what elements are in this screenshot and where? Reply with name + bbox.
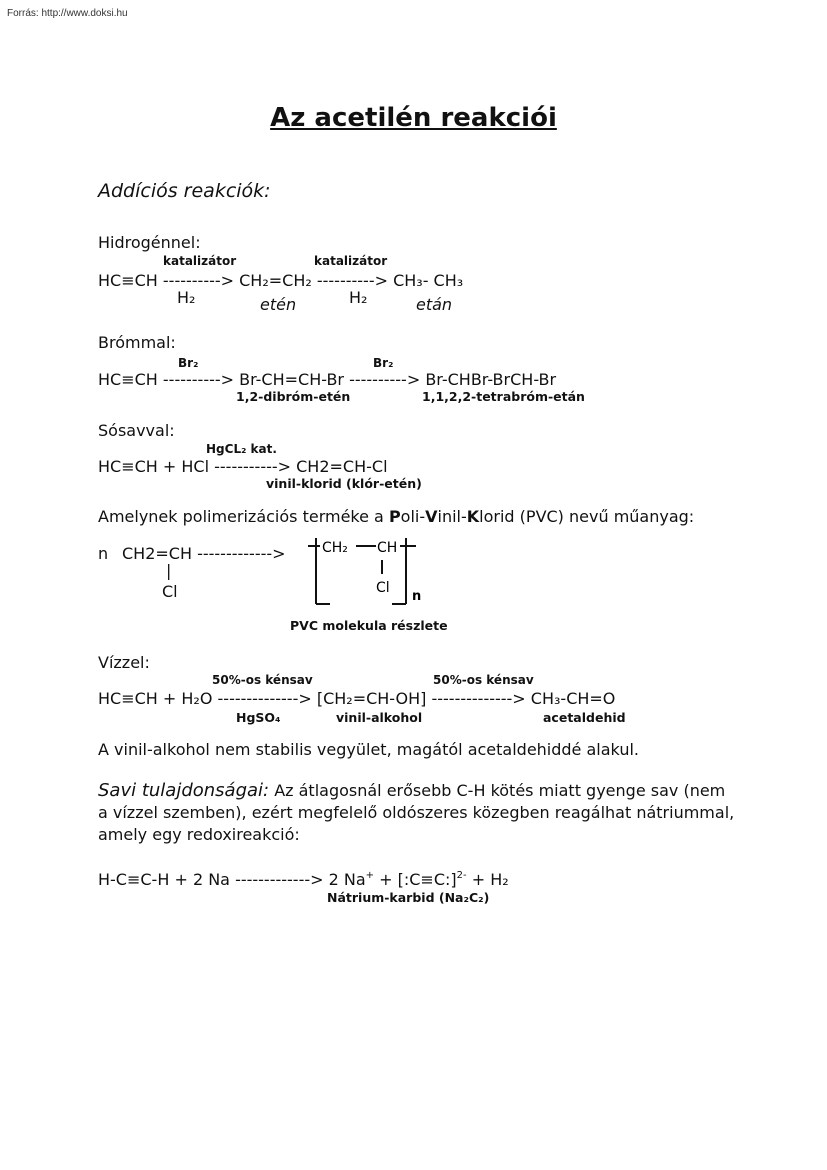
hydrogen-catalyst-1: katalizátor xyxy=(163,254,237,268)
hydrogen-name-1: etén xyxy=(260,295,297,314)
sodium-carbide-name: Nátrium-karbid (Na₂C₂) xyxy=(327,890,490,905)
hcl-catalyst: HgCL₂ kat. xyxy=(206,442,277,456)
pvc-inil: inil- xyxy=(437,507,467,526)
hydrogen-label: Hidrogénnel: xyxy=(98,233,201,252)
water-remark: A vinil-alkohol nem stabilis vegyület, magától acetaldehiddé alakul. xyxy=(98,740,639,759)
hydrogen-reagent-1: H₂ xyxy=(177,288,196,307)
section-heading-acid: Savi tulajdonságai: xyxy=(98,780,270,801)
hydrogen-reactant: HC≡CH ----------> xyxy=(98,271,240,290)
hydrogen-catalyst-2: katalizátor xyxy=(314,254,388,268)
hydrogen-equation xyxy=(98,273,463,289)
bromine-name-2: 1,1,2,2-tetrabróm-etán xyxy=(422,389,585,404)
pvc-unit-cl: Cl xyxy=(376,580,390,596)
hydrogen-intermediate: CH₂=CH₂ ----------> xyxy=(239,271,394,290)
pvc-letter-p: P xyxy=(388,507,401,526)
section-heading-addition: Addíciós reakciók: xyxy=(98,180,271,202)
pvc-caption: PVC molekula részlete xyxy=(290,618,448,633)
pvc-unit-ch2: CH₂ xyxy=(322,540,348,556)
pvc-sentence-start: Amelynek polimerizációs terméke a xyxy=(98,507,389,526)
hcl-label: Sósavval: xyxy=(98,421,175,440)
hydrogen-product: CH₃- CH₃ xyxy=(393,271,464,290)
bromine-reagent-1: Br₂ xyxy=(178,356,199,370)
water-name-2: acetaldehid xyxy=(543,710,626,725)
sodium-eq-left: H-C≡C-H + 2 Na -------------> 2 Na xyxy=(98,870,366,889)
page-title: Az acetilén reakciói xyxy=(270,103,557,133)
pvc-letter-k: K xyxy=(466,507,480,526)
sodium-ion-charge: + xyxy=(365,870,375,881)
pvc-monomer-bond: | xyxy=(166,561,172,580)
pvc-letter-v: V xyxy=(425,507,438,526)
carbide-charge: 2- xyxy=(456,870,467,881)
water-acid-2: 50%-os kénsav xyxy=(433,673,534,687)
pvc-unit-ch: CH xyxy=(377,540,398,556)
hcl-product-name: vinil-klorid (klór-etén) xyxy=(266,476,422,491)
hcl-equation: HC≡CH + HCl -----------> CH2=CH-Cl xyxy=(98,457,388,476)
source-note: Forrás: http://www.doksi.hu xyxy=(7,8,128,19)
acid-paragraph xyxy=(98,780,738,846)
hydrogen-reagent-2: H₂ xyxy=(349,288,368,307)
bromine-name-1: 1,2-dibróm-etén xyxy=(236,389,351,404)
bromine-reagent-2: Br₂ xyxy=(373,356,394,370)
pvc-monomer-cl: Cl xyxy=(162,582,178,601)
pvc-sentence xyxy=(98,509,694,525)
water-label: Vízzel: xyxy=(98,653,150,672)
pvc-monomer: CH2=CH -------------> xyxy=(122,544,286,563)
sodium-eq-mid: + [:C≡C:] xyxy=(374,870,457,889)
acid-text: Az átlagosnál erősebb C-H kötés miatt gyenge sav (nem a vízzel szemben), ezért megfelelő oldószeres közegben reagálhat nátriummal, amely egy redoxireakció: xyxy=(98,781,735,844)
pvc-n: n xyxy=(98,544,109,563)
bromine-label: Brómmal: xyxy=(98,333,176,352)
pvc-unit-n: n xyxy=(412,589,422,604)
water-acid-1: 50%-os kénsav xyxy=(212,673,313,687)
sodium-eq-right: + H₂ xyxy=(466,870,509,889)
pvc-repeat-unit xyxy=(300,530,430,610)
bromine-equation: HC≡CH ----------> Br-CH=CH-Br ----------> Br-CHBr-BrCH-Br xyxy=(98,370,557,389)
pvc-sentence-end: lorid (PVC) nevű műanyag: xyxy=(479,507,695,526)
hydrogen-name-2: etán xyxy=(416,295,453,314)
sodium-equation xyxy=(98,871,509,888)
water-name-1: vinil-alkohol xyxy=(336,710,423,725)
water-equation: HC≡CH + H₂O --------------> [CH₂=CH-OH] --------------> CH₃-CH=O xyxy=(98,689,616,708)
pvc-oli: oli- xyxy=(400,507,426,526)
water-catalyst: HgSO₄ xyxy=(236,710,281,725)
